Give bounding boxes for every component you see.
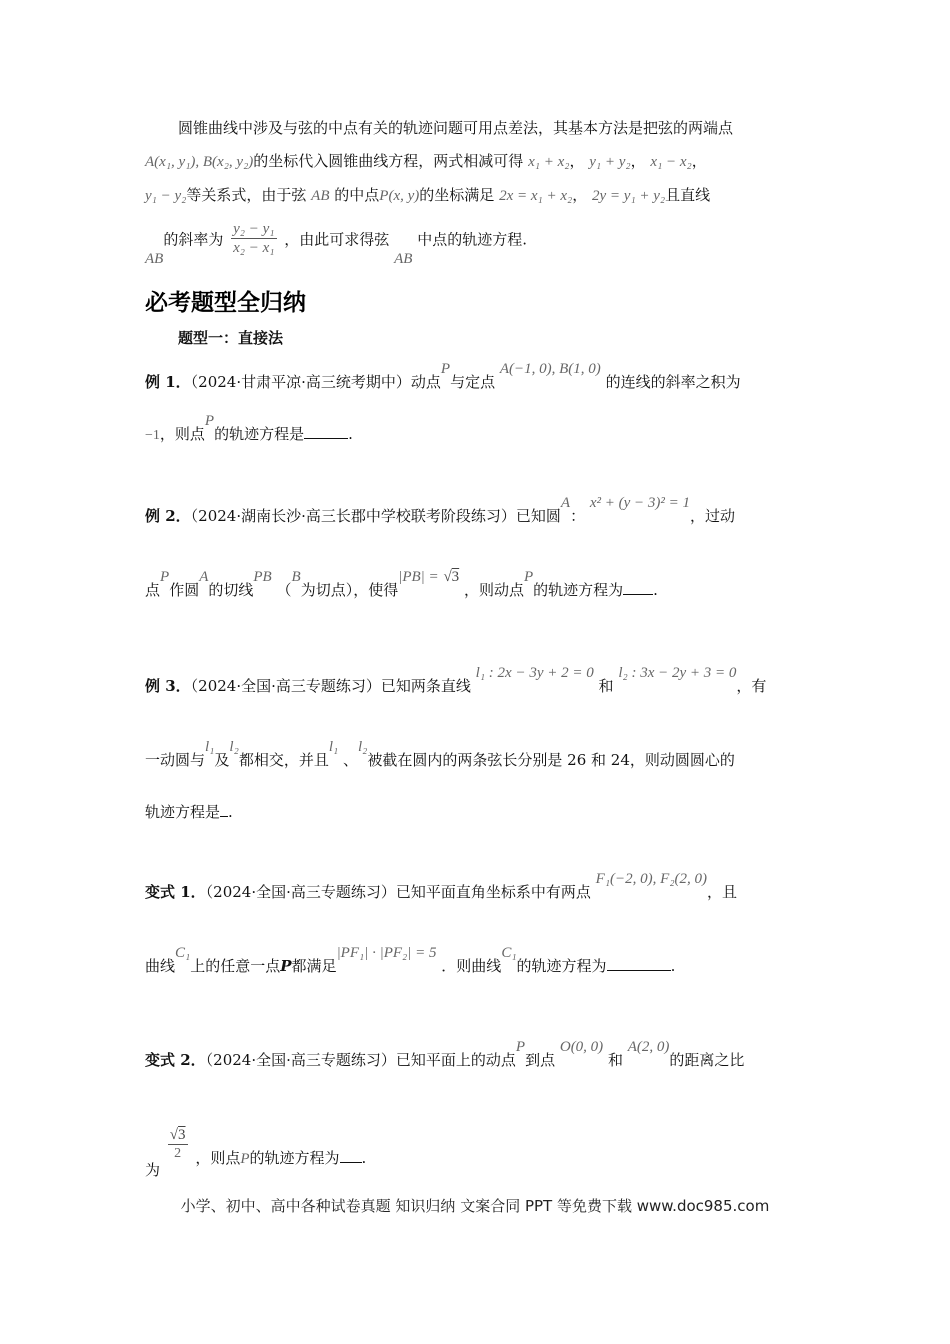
footer-ad: 小学、初中、高中各种试卷真题 知识归纳 文案合同 PPT 等免费下载 www.doc985.com	[180, 1197, 770, 1215]
answer-blank[interactable]	[220, 802, 228, 817]
variant-1-line-2: 曲线C₁上的任意一点P都满足|PF₁| · |PF₂| = 5 ．则曲线C₁的轨迹方程为 .	[145, 945, 676, 975]
example-3-line-3: 轨迹方程是 .	[145, 803, 233, 821]
answer-blank[interactable]	[304, 424, 348, 439]
answer-blank[interactable]	[340, 1148, 362, 1163]
intro-line-2: A(x₁, y₁), B(x₂, y₂)的坐标代入圆锥曲线方程，两式相减可得 x₁ + x₂， y₁ + y₂， x₁ − x₂，	[145, 152, 707, 170]
slope-fraction: $\frac{\text{y₂ − y₁}}{\text{x₂ − x₁}}$	[233, 221, 275, 256]
intro-line-3: y₁ − y₂等关系式，由于弦 AB 的中点P(x, y)的坐标满足 2x = x₁ + x₂， 2y = y₁ + y₂且直线	[145, 186, 711, 204]
ratio-fraction: $\frac{√3}{2}$	[169, 1127, 186, 1161]
intro-line-4: AB的斜率为 $\frac{\text{y₂ − y₁}}{\text{x₂ − x₁}}$ ，由此可求得弦 AB 中点的轨迹方程.	[145, 221, 527, 267]
example-3-line-1: 例 3．（2024·全国·高三专题练习）已知两条直线 l₁ : 2x − 3y + 2 = 0 和 l₂ : 3x − 2y + 3 = 0，有	[145, 665, 767, 695]
intro-line-1: 圆锥曲线中涉及与弦的中点有关的轨迹问题可用点差法，其基本方法是把弦的两端点	[178, 119, 734, 137]
subsection-title: 题型一：直接法	[178, 329, 284, 347]
answer-blank[interactable]	[623, 580, 653, 595]
variant-1-line-1: 变式 1．（2024·全国·高三专题练习）已知平面直角坐标系中有两点 F₁(−2, 0), F₂(2, 0)，且	[145, 871, 738, 901]
variant-2-line-1: 变式 2．（2024·全国·高三专题练习）已知平面上的动点P到点 O(0, 0) 和 A(2, 0)的距离之比	[145, 1039, 745, 1069]
answer-blank[interactable]	[607, 956, 671, 971]
section-title: 必考题型全归纳	[145, 290, 306, 316]
example-2-line-2: 点P作圆A的切线PB （B为切点），使得|PB| = √3 ，则动点P的轨迹方程为 .	[145, 569, 658, 599]
variant-2-line-2: 为 $\frac{√3}{2}$ ，则点P的轨迹方程为 .	[145, 1127, 367, 1179]
example-2-line-1: 例 2．（2024·湖南长沙·高三长郡中学校联考阶段练习）已知圆A： x² + (y − 3)² = 1，过动	[145, 495, 736, 525]
example-1-line-2: −1，则点P的轨迹方程是 .	[145, 413, 353, 443]
example-3-line-2: 一动圆与l₁及l₂都相交，并且l₁ 、l₂被截在圆内的两条弦长分别是 26 和 24，则动圆圆心的	[145, 739, 735, 769]
example-1-line-1: 例 1．（2024·甘肃平凉·高三统考期中）动点P与定点 A(−1, 0), B(1, 0) 的连线的斜率之积为	[145, 361, 741, 391]
